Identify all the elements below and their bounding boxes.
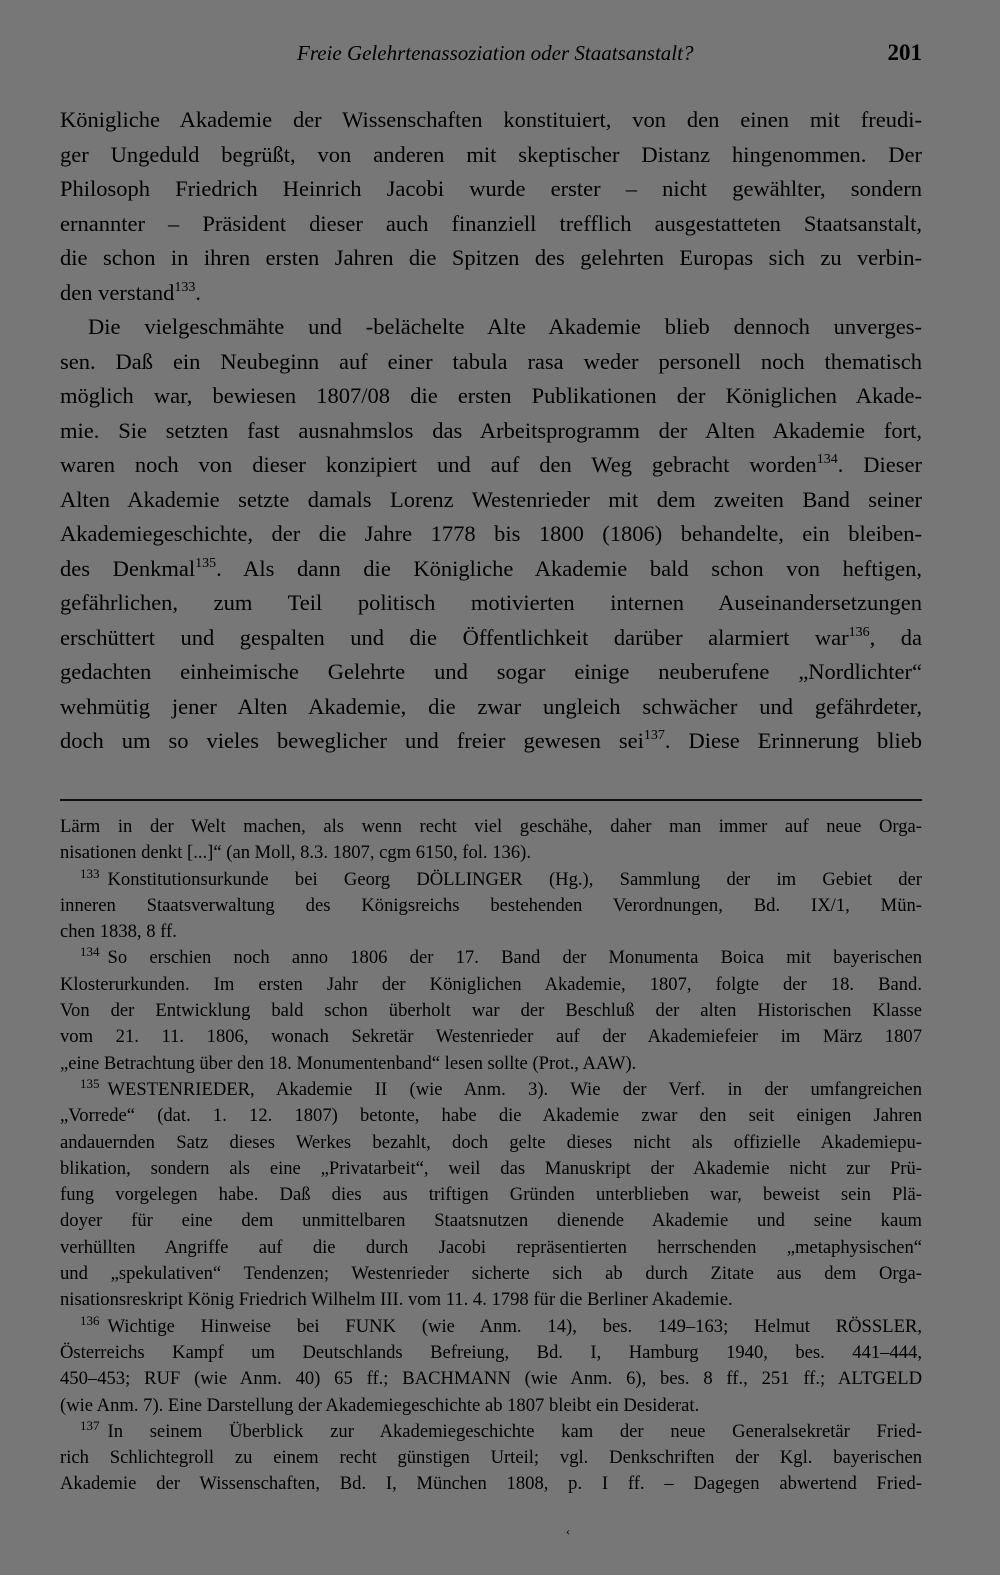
line-text: So erschien noch anno 1806 der 17. Band der Monumenta Boica mit bayerischen — [107, 947, 922, 969]
line-text: doch um so vieles beweglicher und freier gewesen sei — [60, 728, 644, 753]
line-text: blikation, sondern als eine „Privatarbeit“, weil das Manuskript der Akademie nicht zur Prü- — [60, 1157, 922, 1179]
line-text: und „spekulativen“ Tendenzen; Westenrieder sicherte sich ab durch Zitate aus dem Orga- — [60, 1263, 922, 1285]
line-text: rich Schlichtegroll zu einem recht günstigen Urteil; vgl. Denkschriften der Kgl. bayerischen — [60, 1447, 922, 1469]
line-text: ernannter – Präsident dieser auch finanziell trefflich ausgestatteten Staatsanstalt, — [60, 210, 922, 236]
body-line — [60, 655, 922, 690]
body-text — [60, 103, 922, 759]
footnote-line — [60, 840, 922, 866]
line-text: mie. Sie setzten fast ausnahmslos das Arbeitsprogramm der Alten Akademie fort, — [60, 417, 922, 443]
footnote-line — [60, 945, 922, 971]
line-text: Königliche Akademie der Wissenschaften konstituiert, von den einen mit freudi- — [60, 107, 922, 132]
line-text: nisationen denkt [...]“ (an Moll, 8.3. 1807, cgm 6150, fol. 136). — [60, 842, 531, 864]
line-text: Akademiegeschichte, der die Jahre 1778 bis 1800 (1806) behandelte, ein bleiben- — [60, 521, 922, 546]
running-title: Freie Gelehrtenassoziation oder Staatsanstalt? — [297, 41, 694, 65]
line-text: andauernden Satz dieses Werkes bezahlt, doch gelte dieses nicht als offizielle Akademiepu- — [60, 1131, 922, 1153]
body-line — [60, 483, 922, 518]
footnote-line — [60, 1287, 922, 1313]
line-text: fung vorgelegen habe. Daß dies aus triftigen Gründen unterblieben war, beweist sein Plä- — [60, 1184, 922, 1206]
footnote-line — [60, 998, 922, 1024]
footnote-reference: 133 — [174, 279, 196, 295]
line-text: chen 1838, 8 ff. — [60, 921, 177, 943]
line-text: waren noch von dieser konzipiert und auf den Weg gebracht worden — [60, 452, 817, 477]
body-line — [60, 345, 922, 380]
line-text: Österreichs Kampf um Deutschlands Befreiung, Bd. I, Hamburg 1940, bes. 441–444, — [60, 1341, 922, 1363]
footnote-number: 135 — [80, 1075, 100, 1091]
footnote-line — [60, 1235, 922, 1261]
footnote-line — [60, 919, 922, 945]
line-text-tail: . — [195, 279, 201, 305]
footnote-line — [60, 1393, 922, 1419]
footnote-separator — [60, 799, 922, 801]
footnote-line — [60, 972, 922, 998]
footnote-line — [60, 893, 922, 919]
line-text: (wie Anm. 7). Eine Darstellung der Akademiegeschichte ab 1807 bleibt ein Desiderat. — [60, 1394, 700, 1416]
footnote-line — [60, 1314, 922, 1340]
body-line — [60, 552, 922, 587]
body-line — [60, 621, 922, 656]
line-text: gefährlichen, zum Teil politisch motivierten internen Auseinandersetzungen — [60, 590, 922, 615]
line-text: die schon in ihren ersten Jahren die Spitzen des gelehrten Europas sich zu verbin- — [60, 245, 922, 270]
body-line — [60, 172, 922, 207]
body-line — [60, 517, 922, 552]
line-text: doyer für eine dem unmittelbaren Staatsnutzen dienende Akademie und seine kaum — [60, 1210, 922, 1232]
line-text: Konstitutionsurkunde bei Georg DÖLLINGER (Hg.), Sammlung der im Gebiet der — [107, 868, 922, 890]
line-text: Alten Akademie setzte damals Lorenz Westenrieder mit dem zweiten Band seiner — [60, 486, 922, 512]
body-line — [60, 448, 922, 483]
footnote-number: 137 — [80, 1417, 100, 1433]
footnote-line — [60, 1024, 922, 1050]
footnote-line — [60, 1156, 922, 1182]
line-text: 450–453; RUF (wie Anm. 40) 65 ff.; BACHMANN (wie Anm. 6), bes. 8 ff., 251 ff.; ALTGELD — [60, 1368, 922, 1390]
footnote-reference: 135 — [195, 555, 217, 571]
line-text: Philosoph Friedrich Heinrich Jacobi wurde erster – nicht gewählter, sondern — [60, 176, 922, 201]
body-line — [60, 724, 922, 759]
footnote-reference: 134 — [816, 452, 838, 467]
line-text: gedachten einheimische Gelehrte und sogar einige neuberufene „Nordlichter“ — [60, 659, 922, 684]
footnote-number: 133 — [80, 865, 100, 881]
footnote-line — [60, 1419, 922, 1445]
line-text: ger Ungeduld begrüßt, von anderen mit skeptischer Distanz hingenommen. Der — [60, 141, 922, 167]
line-text: des Denkmal — [60, 555, 196, 581]
line-text: Wichtige Hinweise bei FUNK (wie Anm. 14), bes. 149–163; Helmut RÖSSLER, — [107, 1315, 922, 1337]
line-text-tail: . Als dann die Königliche Akademie bald schon von heftigen, — [216, 555, 923, 581]
body-line — [60, 310, 922, 345]
line-text: den verstand — [60, 279, 175, 305]
line-text: sen. Daß ein Neubeginn auf einer tabula rasa weder personell noch thematisch — [60, 348, 922, 374]
line-text: Von der Entwicklung bald schon überholt war der Beschluß der alten Historischen Klasse — [60, 1000, 922, 1022]
line-text: Lärm in der Welt machen, als wenn recht viel geschähe, daher man immer auf neue Orga- — [60, 816, 922, 837]
footnote-line — [60, 867, 922, 893]
footnote-line — [60, 814, 922, 840]
page-mark: ‹ — [566, 1524, 570, 1538]
footnote-number: 134 — [80, 944, 100, 960]
body-line — [60, 207, 922, 242]
body-line — [60, 690, 922, 725]
footnote-line — [60, 1471, 922, 1497]
footnote-number: 136 — [80, 1312, 100, 1328]
body-line — [60, 276, 922, 311]
footnote-reference: 136 — [848, 624, 870, 640]
line-text: inneren Staatsverwaltung des Königsreichs bestehenden Verordnungen, Bd. IX/1, Mün- — [60, 894, 922, 916]
footnote-line — [60, 1445, 922, 1471]
line-text-tail: . Dieser — [837, 452, 922, 477]
footnote-line — [60, 1366, 922, 1392]
footnote-line — [60, 1051, 922, 1077]
line-text-tail: . Diese Erinnerung blieb — [664, 728, 922, 753]
body-line — [60, 138, 922, 173]
line-text: wehmütig jener Alten Akademie, die zwar ungleich schwächer und gefährdeter, — [60, 693, 922, 719]
footnote-line — [60, 1340, 922, 1366]
running-header — [60, 38, 922, 72]
line-text: möglich war, bewiesen 1807/08 die ersten Publikationen der Königlichen Akade- — [60, 383, 922, 408]
footnote-line — [60, 1103, 922, 1129]
footnote-line — [60, 1130, 922, 1156]
line-text: Klosterurkunden. Im ersten Jahr der Königlichen Akademie, 1807, folgte der 18. Band. — [60, 973, 922, 995]
footnote-line — [60, 1077, 922, 1103]
footnote-reference: 137 — [643, 728, 665, 743]
body-line — [60, 103, 922, 138]
footnote-line — [60, 1261, 922, 1287]
body-line — [60, 241, 922, 276]
line-text-tail: , da — [869, 624, 922, 650]
line-text: nisationsreskript König Friedrich Wilhelm III. vom 11. 4. 1798 für die Berliner Akademie. — [60, 1289, 733, 1311]
line-text: erschüttert und gespalten und die Öffentlichkeit darüber alarmiert war — [60, 624, 849, 650]
page-number: 201 — [887, 40, 922, 65]
line-text: vom 21. 11. 1806, wonach Sekretär Westenrieder auf der Akademiefeier im März 1807 — [60, 1026, 922, 1048]
line-text: WESTENRIEDER, Akademie II (wie Anm. 3). Wie der Verf. in der umfangreichen — [107, 1078, 922, 1100]
line-text: „eine Betrachtung über den 18. Monumentenband“ lesen sollte (Prot., AAW). — [60, 1052, 637, 1074]
body-line — [60, 586, 922, 621]
line-text: „Vorrede“ (dat. 1. 12. 1807) betonte, habe die Akademie zwar den seit einigen Jahren — [60, 1105, 922, 1127]
line-text: In seinem Überblick zur Akademiegeschichte kam der neue Generalsekretär Fried- — [107, 1420, 922, 1442]
footnote-line — [60, 1208, 922, 1234]
body-line — [60, 414, 922, 449]
line-text: verhüllten Angriffe auf die durch Jacobi repräsentierten herrschenden „metaphysischen“ — [60, 1236, 922, 1258]
footnote-line — [60, 1182, 922, 1208]
body-line — [60, 379, 922, 414]
footnotes — [60, 814, 922, 1498]
line-text: Die vielgeschmähte und -belächelte Alte Akademie blieb dennoch unverges- — [88, 314, 922, 339]
line-text: Akademie der Wissenschaften, Bd. I, München 1808, p. I ff. – Dagegen abwertend Fried- — [60, 1473, 922, 1495]
